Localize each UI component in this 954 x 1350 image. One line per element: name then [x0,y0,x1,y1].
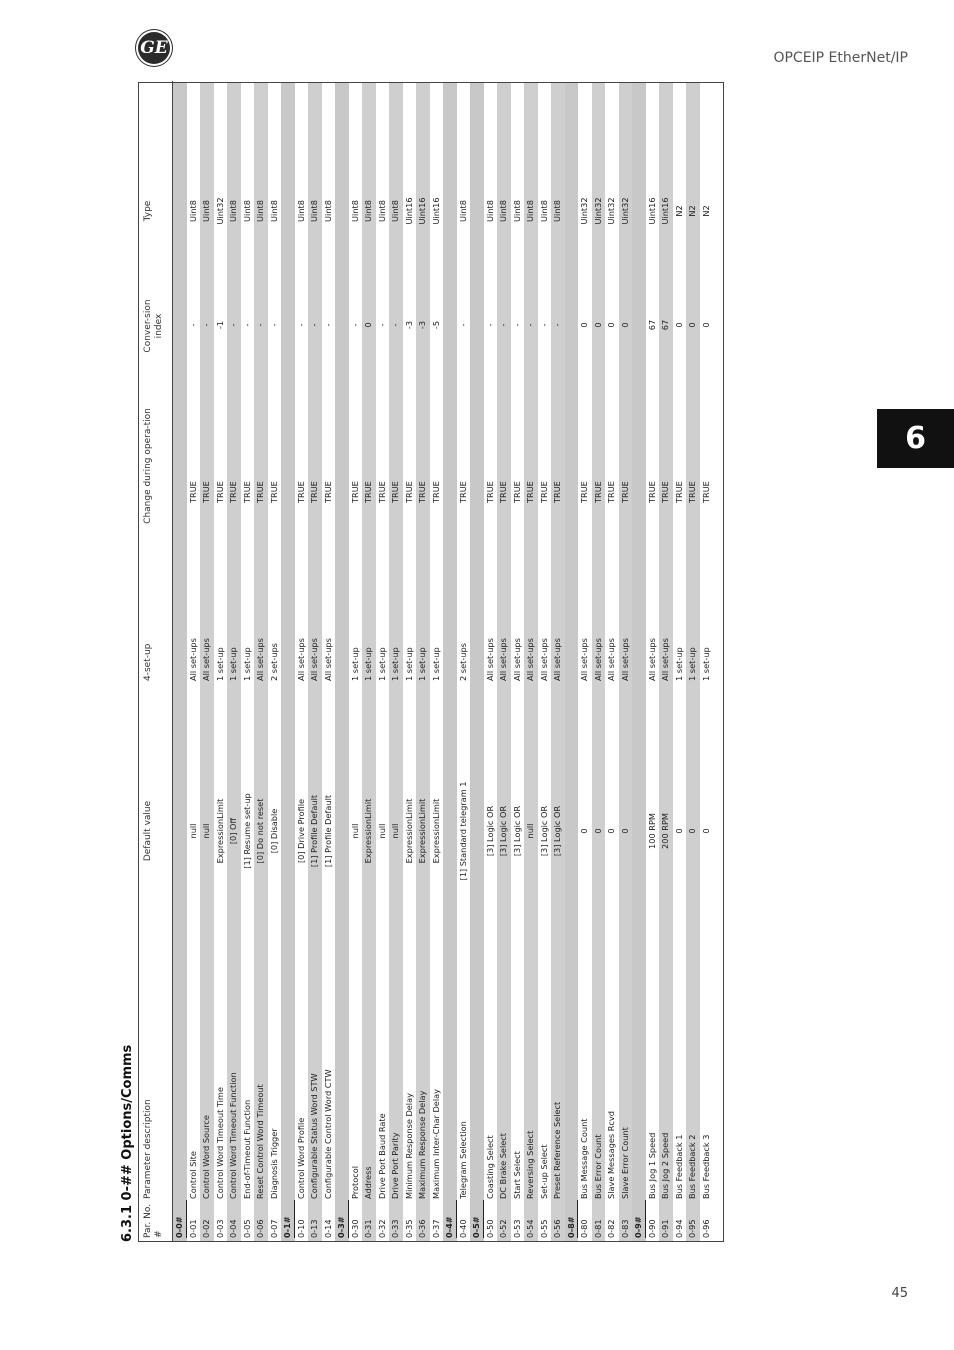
cell-chg: TRUE [525,481,535,503]
table-row [673,83,687,1241]
cell-chg: TRUE [390,481,400,503]
cell-def: 0 [592,828,603,834]
cell-desc: Bus Jog 1 Speed [646,1132,657,1199]
cell-no: 0-14 [322,1219,333,1238]
cell-set: All set-ups [606,638,616,681]
cell-type: Uint8 [511,200,522,222]
cell-no: 0-31 [363,1219,373,1238]
cell-chg: TRUE [457,481,468,503]
table-body [173,83,713,1241]
cell-no: 0-13 [309,1219,319,1238]
cell-set: All set-ups [525,638,535,681]
cell-type: Uint8 [201,200,211,222]
cell-type: Uint32 [579,197,589,225]
table-row [349,83,363,1241]
table-row [686,83,700,1241]
cell-chg: TRUE [295,481,306,503]
cell-no: 0-55 [538,1219,549,1238]
cell-type: Uint8 [498,200,508,222]
cell-set: 1 set-up [376,647,387,681]
cell-no: 0-95 [687,1219,697,1238]
table-row [295,83,309,1241]
cell-def: ExpressionLimit [214,798,225,864]
cell-desc: Bus Feedback 2 [687,1134,697,1199]
cell-set: 2 set-ups [268,643,279,681]
cell-desc: Bus Jog 2 Speed [660,1132,670,1199]
cell-no: 0-06 [255,1219,265,1238]
cell-set: All set-ups [579,638,589,681]
cell-def: null [201,823,211,839]
cell-no: 0-32 [376,1219,387,1238]
group-header-row [281,83,295,1241]
cell-conv: - [295,323,306,327]
table-row [241,83,255,1241]
cell-no: 0-5# [470,1200,484,1238]
cell-type: N2 [673,205,684,217]
cell-no: 0-56 [552,1219,562,1238]
cell-chg: TRUE [673,481,684,503]
cell-def: null [525,823,535,839]
cell-def: [3] Logic OR [552,805,562,857]
table-row [200,83,214,1241]
table-row [524,83,538,1241]
cell-def: [0] Disable [268,808,279,854]
table-row [187,83,201,1241]
cell-set: All set-ups [322,638,333,681]
group-header-row [335,83,349,1241]
cell-conv: 0 [700,322,711,328]
cell-set: All set-ups [592,638,603,681]
cell-def: null [349,823,360,839]
cell-desc: Set-up Select [538,1144,549,1199]
cell-desc: Protocol [349,1166,360,1199]
cell-no: 0-80 [579,1219,589,1238]
cell-set: 2 set-ups [457,643,468,681]
group-header-row [470,83,484,1241]
cell-conv: - [457,323,468,327]
table-row [605,83,619,1241]
cell-type: Uint32 [592,197,603,225]
cell-no: 0-0# [173,1200,187,1238]
cell-def: ExpressionLimit [403,798,414,864]
cell-type: Uint8 [309,200,319,222]
cell-conv: - [241,323,252,327]
cell-desc: Bus Error Count [592,1134,603,1199]
section-title: 6.3.1 0-## Options/Comms [120,1044,135,1242]
cell-conv: - [228,323,238,327]
table-row [619,83,633,1241]
cell-desc: Configurable Control Word CTW [322,1069,333,1199]
cell-chg: TRUE [363,481,373,503]
cell-no: 0-10 [295,1219,306,1238]
cell-no: 0-30 [349,1219,360,1238]
cell-set: 1 set-up [228,647,238,681]
cell-conv: - [201,323,211,327]
table-row [430,83,444,1241]
table-row [497,83,511,1241]
cell-no: 0-4# [443,1200,457,1238]
group-header-row [632,83,646,1241]
cell-type: N2 [687,205,697,217]
table-row [362,83,376,1241]
header-description: Parameter description [143,1099,153,1199]
cell-no: 0-40 [457,1219,468,1238]
cell-desc: Start Select [511,1151,522,1199]
page-number: 45 [891,1286,908,1301]
cell-def: ExpressionLimit [417,798,427,864]
cell-chg: TRUE [498,481,508,503]
cell-chg: TRUE [430,481,441,503]
cell-no: 0-01 [187,1219,198,1238]
cell-conv: -3 [403,320,414,330]
group-header-row [565,83,579,1241]
table-row [646,83,660,1241]
table-row [389,83,403,1241]
cell-set: All set-ups [484,638,495,681]
table-header-row [139,83,172,1241]
cell-desc: Drive Port Parity [390,1132,400,1199]
header-par-no: Par. No. # [143,1203,164,1238]
cell-set: All set-ups [619,638,630,681]
cell-set: All set-ups [309,638,319,681]
cell-type: Uint8 [457,200,468,222]
cell-type: Uint8 [390,200,400,222]
cell-type: Uint8 [241,200,252,222]
cell-chg: TRUE [187,481,198,503]
cell-desc: Reversing Select [525,1130,535,1199]
cell-def: [3] Logic OR [484,805,495,857]
cell-def: ExpressionLimit [430,798,441,864]
cell-def: [1] Standard telegram 1 [457,781,468,881]
cell-type: Uint8 [228,200,238,222]
group-header-row [443,83,457,1241]
cell-no: 0-8# [565,1200,579,1238]
cell-chg: TRUE [579,481,589,503]
cell-set: All set-ups [498,638,508,681]
cell-no: 0-02 [201,1219,211,1238]
cell-conv: - [255,323,265,327]
cell-type: Uint16 [646,197,657,225]
cell-def: [0] Off [228,817,238,845]
cell-chg: TRUE [619,481,630,503]
table-row [254,83,268,1241]
cell-no: 0-05 [241,1219,252,1238]
header-default-value: Default value [143,800,153,862]
cell-chg: TRUE [417,481,427,503]
cell-def: [3] Logic OR [538,805,549,857]
cell-conv: - [538,323,549,327]
group-header-row [173,83,187,1241]
chapter-tab: 6 [877,409,954,468]
table-row [511,83,525,1241]
cell-type: Uint8 [363,200,373,222]
cell-chg: TRUE [322,481,333,503]
cell-def: 100 RPM [646,813,657,849]
cell-no: 0-03 [214,1219,225,1238]
table-row [322,83,336,1241]
cell-set: All set-ups [295,638,306,681]
table-row [308,83,322,1241]
cell-conv: - [525,323,535,327]
cell-desc: Control Word Source [201,1115,211,1199]
cell-type: Uint16 [660,197,670,225]
cell-type: Uint16 [430,197,441,225]
cell-conv: - [498,323,508,327]
cell-chg: TRUE [268,481,279,503]
cell-conv: - [484,323,495,327]
cell-def: 0 [606,828,616,834]
cell-conv: 67 [660,319,670,331]
cell-chg: TRUE [552,481,562,503]
cell-conv: -1 [214,320,225,330]
table-row [268,83,282,1241]
document-header-title: OPCEIP EtherNet/IP [773,50,908,66]
cell-desc: Control Site [187,1151,198,1199]
cell-type: Uint8 [295,200,306,222]
cell-chg: TRUE [403,481,414,503]
cell-desc: Control Word Timeout Time [214,1087,225,1199]
cell-desc: Diagnosis Trigger [268,1128,279,1199]
table-row [538,83,552,1241]
cell-no: 0-81 [592,1219,603,1238]
cell-desc: Telegram Selection [457,1121,468,1199]
cell-no: 0-54 [525,1219,535,1238]
table-row [659,83,673,1241]
cell-desc: Address [363,1166,373,1199]
cell-chg: TRUE [201,481,211,503]
cell-no: 0-91 [660,1219,670,1238]
cell-no: 0-37 [430,1219,441,1238]
table-row [227,83,241,1241]
cell-no: 0-94 [673,1219,684,1238]
cell-type: Uint8 [376,200,387,222]
cell-set: All set-ups [660,638,670,681]
cell-type: Uint8 [322,200,333,222]
cell-desc: Bus Feedback 3 [700,1134,711,1199]
parameter-table [138,82,724,1242]
cell-no: 0-33 [390,1219,400,1238]
cell-desc: Maximum Response Delay [417,1090,427,1199]
cell-desc: Slave Error Count [619,1127,630,1199]
cell-def: 0 [673,828,684,834]
cell-type: Uint8 [349,200,360,222]
cell-conv: 0 [687,322,697,328]
table-row [578,83,592,1241]
cell-chg: TRUE [214,481,225,503]
cell-desc: Maximum Inter-Char Delay [430,1089,441,1199]
cell-def: [1] Resume set-up [241,793,252,869]
cell-chg: TRUE [349,481,360,503]
cell-def: [1] Profile Default [309,794,319,868]
cell-chg: TRUE [538,481,549,503]
cell-conv: 0 [606,322,616,328]
cell-conv: 0 [579,322,589,328]
cell-def: ExpressionLimit [363,798,373,864]
table-row [700,83,714,1241]
cell-def: 0 [619,828,630,834]
cell-type: Uint8 [538,200,549,222]
cell-conv: - [349,323,360,327]
cell-type: Uint8 [187,200,198,222]
cell-chg: TRUE [376,481,387,503]
cell-set: 1 set-up [700,647,711,681]
cell-set: 1 set-up [390,647,400,681]
cell-conv: - [187,323,198,327]
cell-no: 0-35 [403,1219,414,1238]
table-row [376,83,390,1241]
cell-conv: - [390,323,400,327]
cell-conv: 0 [363,322,373,328]
cell-set: 1 set-up [687,647,697,681]
rotated-table-page [118,24,724,1242]
cell-chg: TRUE [484,481,495,503]
cell-set: All set-ups [511,638,522,681]
cell-set: All set-ups [201,638,211,681]
cell-no: 0-3# [335,1200,349,1238]
cell-def: [0] Do not reset [255,798,265,864]
cell-set: 1 set-up [363,647,373,681]
cell-desc: Slave Messages Rcvd [606,1111,616,1199]
cell-conv: 67 [646,319,657,331]
cell-no: 0-04 [228,1219,238,1238]
cell-no: 0-9# [632,1200,646,1238]
cell-conv: -3 [417,320,427,330]
header-type: Type [143,200,153,222]
cell-conv: - [552,323,562,327]
cell-desc: Bus Message Count [579,1118,589,1199]
cell-chg: TRUE [700,481,711,503]
cell-chg: TRUE [241,481,252,503]
cell-chg: TRUE [660,481,670,503]
cell-set: 1 set-up [349,647,360,681]
cell-type: Uint16 [417,197,427,225]
cell-desc: Configurable Status Word STW [309,1073,319,1199]
cell-no: 0-07 [268,1219,279,1238]
table-row [403,83,417,1241]
cell-def: null [376,823,387,839]
cell-no: 0-50 [484,1219,495,1238]
header-4-set-up: 4-set-up [143,643,153,681]
cell-no: 0-52 [498,1219,508,1238]
cell-desc: Coasting Select [484,1135,495,1199]
cell-type: Uint8 [552,200,562,222]
table-row [592,83,606,1241]
cell-type: Uint32 [606,197,616,225]
cell-desc: Drive Port Baud Rate [376,1113,387,1199]
cell-no: 0-82 [606,1219,616,1238]
cell-type: Uint32 [619,197,630,225]
cell-set: 1 set-up [241,647,252,681]
cell-def: [3] Logic OR [511,805,522,857]
cell-conv: -5 [430,320,441,330]
cell-no: 0-1# [281,1200,295,1238]
cell-type: Uint32 [214,197,225,225]
cell-def: 0 [579,828,589,834]
table-row [214,83,228,1241]
cell-def: 0 [700,828,711,834]
cell-chg: TRUE [309,481,319,503]
cell-conv: - [376,323,387,327]
cell-conv: - [322,323,333,327]
cell-no: 0-36 [417,1219,427,1238]
cell-type: Uint8 [255,200,265,222]
cell-set: All set-ups [255,638,265,681]
cell-set: All set-ups [187,638,198,681]
cell-def: [3] Logic OR [498,805,508,857]
cell-desc: End-of-Timeout Function [241,1099,252,1199]
cell-set: All set-ups [552,638,562,681]
cell-desc: Bus Feedback 1 [673,1134,684,1199]
cell-def: [0] Drive Profile [295,798,306,864]
cell-desc: Reset Control Word Timeout [255,1084,265,1199]
cell-chg: TRUE [606,481,616,503]
cell-def: null [187,823,198,839]
table-row [551,83,565,1241]
cell-chg: TRUE [646,481,657,503]
cell-type: Uint8 [525,200,535,222]
cell-type: Uint16 [403,197,414,225]
cell-chg: TRUE [511,481,522,503]
cell-chg: TRUE [687,481,697,503]
cell-set: All set-ups [538,638,549,681]
table-row [457,83,471,1241]
cell-conv: - [511,323,522,327]
cell-def: [1] Profile Default [322,794,333,868]
cell-chg: TRUE [255,481,265,503]
table-row [484,83,498,1241]
cell-desc: Minimum Response Delay [403,1093,414,1199]
table-row [416,83,430,1241]
cell-chg: TRUE [592,481,603,503]
cell-no: 0-90 [646,1219,657,1238]
cell-no: 0-53 [511,1219,522,1238]
cell-conv: - [309,323,319,327]
cell-no: 0-83 [619,1219,630,1238]
cell-set: 1 set-up [403,647,414,681]
cell-type: N2 [700,205,711,217]
cell-def: 200 RPM [660,813,670,849]
cell-desc: Preset Reference Select [552,1101,562,1199]
header-change-during-operation: Change during opera-tion [143,408,153,524]
cell-conv: 0 [673,322,684,328]
cell-type: Uint8 [484,200,495,222]
cell-chg: TRUE [228,481,238,503]
cell-conv: 0 [619,322,630,328]
cell-set: 1 set-up [417,647,427,681]
cell-def: null [390,823,400,839]
cell-conv: - [268,323,279,327]
header-conversion-index: Conver-sion index [143,299,164,353]
cell-type: Uint8 [268,200,279,222]
cell-desc: Control Word Profile [295,1117,306,1199]
cell-desc: DC Brake Select [498,1133,508,1199]
cell-set: All set-ups [646,638,657,681]
cell-conv: 0 [592,322,603,328]
cell-no: 0-96 [700,1219,711,1238]
cell-set: 1 set-up [673,647,684,681]
cell-set: 1 set-up [430,647,441,681]
ge-logo: GE [136,30,172,66]
cell-def: 0 [687,828,697,834]
cell-set: 1 set-up [214,647,225,681]
cell-desc: Control Word Timeout Function [228,1072,238,1199]
